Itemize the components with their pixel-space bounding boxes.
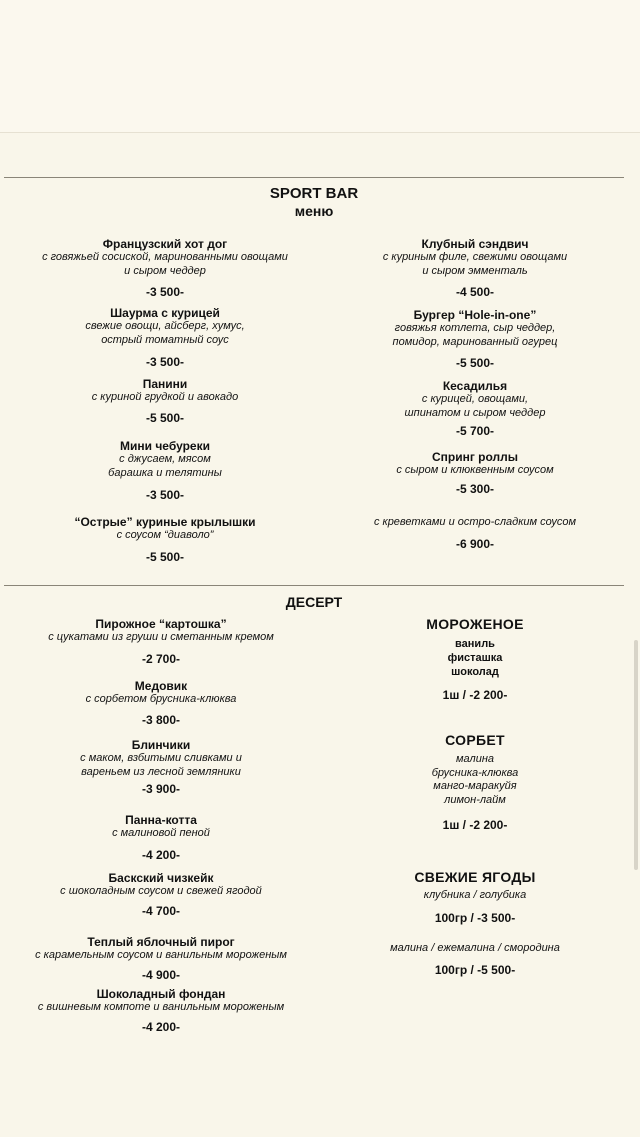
item-price: -3 900- — [141, 782, 181, 796]
item-name: Французский хот дог — [102, 237, 228, 251]
item-desc: с малиновой пеной — [112, 827, 210, 839]
menu-item — [0, 679, 322, 727]
menu-item — [0, 935, 322, 982]
item-desc: с говяжьей сосиской, маринованными овощами — [42, 251, 288, 263]
item-name: Шаурма с курицей — [110, 306, 220, 320]
item-desc: шпинатом и сыром чеддер — [404, 406, 546, 419]
item-name: Бургер “Hole-in-one” — [413, 308, 537, 322]
item-price: -5 700- — [455, 424, 495, 438]
item-desc: с креветками и остро-сладким соусом — [373, 516, 577, 528]
item-desc: с куриной грудкой и авокадо — [91, 391, 239, 403]
flavor: шоколад — [451, 666, 499, 678]
item-name: Спринг роллы — [431, 450, 519, 464]
berries-option: клубника / голубика — [423, 889, 527, 901]
item-name: “Острые” куриные крылышки — [74, 515, 256, 529]
item-name: Мини чебуреки — [120, 439, 210, 453]
berries-option: малина / ежемалина / смородина — [390, 941, 560, 954]
item-desc: с вишневым компоте и ванильным мороженым — [37, 1001, 285, 1013]
item-price: -3 500- — [145, 285, 185, 299]
item-desc: с курицей, овощами, — [421, 393, 529, 405]
item-price: -3 500- — [145, 355, 185, 369]
menu-item — [0, 813, 322, 862]
item-desc: с цукатами из груши и сметанным кремом — [48, 631, 274, 643]
item-price: -2 700- — [141, 651, 181, 666]
item-price: -4 200- — [141, 847, 181, 862]
item-desc: с шоколадным соусом и свежей ягодой — [60, 885, 262, 897]
section-title-sport-bar: SPORT BAR — [269, 185, 359, 202]
item-desc: с маком, взбитыми сливками и — [80, 752, 242, 764]
berries-price: 100гр / -3 500- — [434, 910, 516, 925]
item-desc: и сыром чеддер — [124, 264, 206, 277]
berries-price: 100гр / -5 500- — [434, 963, 516, 977]
sorbet-title: СОРБЕТ — [445, 732, 505, 748]
item-name: Клубный сэндвич — [421, 237, 529, 251]
flavor: малина — [455, 753, 495, 765]
item-desc: говяжья котлета, сыр чеддер, — [394, 322, 556, 334]
item-desc: с карамельным соусом и ванильным мороженым — [35, 949, 287, 961]
item-desc: помидор, маринованный огурец — [392, 335, 558, 348]
item-price: -6 900- — [455, 536, 495, 551]
item-name: Блинчики — [131, 738, 191, 752]
item-price: -4 200- — [141, 1019, 181, 1034]
menu-item — [0, 871, 322, 918]
item-price: -3 800- — [141, 712, 181, 727]
sorbet-price: 1ш / -2 200- — [442, 818, 508, 832]
flavor: фисташка — [447, 652, 503, 664]
berries-title: СВЕЖИЕ ЯГОДЫ — [414, 869, 536, 885]
item-price: -3 500- — [145, 488, 185, 502]
item-price: -5 500- — [455, 356, 495, 370]
item-name: Баскский чизкейк — [108, 871, 214, 885]
item-desc: с куриным филе, свежими овощами — [382, 251, 568, 263]
ice-cream-price: 1ш / -2 200- — [442, 688, 508, 702]
item-desc: острый томатный соус — [101, 333, 229, 346]
item-desc: с соусом “диаволо” — [116, 529, 214, 541]
item-price: -5 500- — [145, 410, 185, 425]
item-price: -4 900- — [141, 967, 181, 982]
section-title-dessert: ДЕСЕРТ — [285, 594, 343, 610]
item-name: Теплый яблочный пирог — [87, 935, 235, 949]
menu-item — [0, 617, 322, 666]
flavor: ваниль — [455, 638, 495, 650]
ice-cream-title: МОРОЖЕНОЕ — [426, 616, 524, 632]
menu-item — [0, 738, 322, 796]
item-desc: барашка и телятины — [108, 466, 222, 479]
item-name: Медовик — [134, 679, 188, 693]
item-desc: свежие овощи, айсберг, хумус, — [85, 320, 245, 332]
item-desc: вареньем из лесной земляники — [81, 765, 241, 778]
ice-cream-block — [330, 616, 620, 702]
item-name: Шоколадный фондан — [96, 987, 226, 1001]
item-price: -5 300- — [455, 481, 495, 496]
item-desc: и сыром эмменталь — [422, 264, 528, 277]
berries-block — [330, 869, 620, 977]
flavor: манго-маракуйя — [433, 780, 517, 792]
item-desc: с сыром и клюквенным соусом — [396, 464, 554, 476]
item-price: -4 700- — [141, 903, 181, 918]
menu-item — [0, 987, 322, 1034]
item-price: -4 500- — [455, 285, 495, 299]
section-subtitle-menu: меню — [294, 203, 334, 219]
item-name: Панини — [142, 377, 188, 391]
flavor: брусника-клюква — [431, 766, 519, 779]
item-name: Панна-котта — [125, 813, 197, 827]
flavor: лимон-лайм — [444, 793, 506, 806]
dessert-right-column — [330, 0, 620, 1137]
scrollbar[interactable] — [634, 640, 638, 870]
item-desc: с джусаем, мясом — [119, 453, 211, 465]
sorbet-block — [330, 732, 620, 832]
item-desc: с сорбетом брусника-клюква — [85, 693, 237, 705]
item-price: -5 500- — [145, 549, 185, 564]
item-name: Пирожное “картошка” — [95, 617, 227, 631]
item-name: Кесадилья — [442, 379, 508, 393]
